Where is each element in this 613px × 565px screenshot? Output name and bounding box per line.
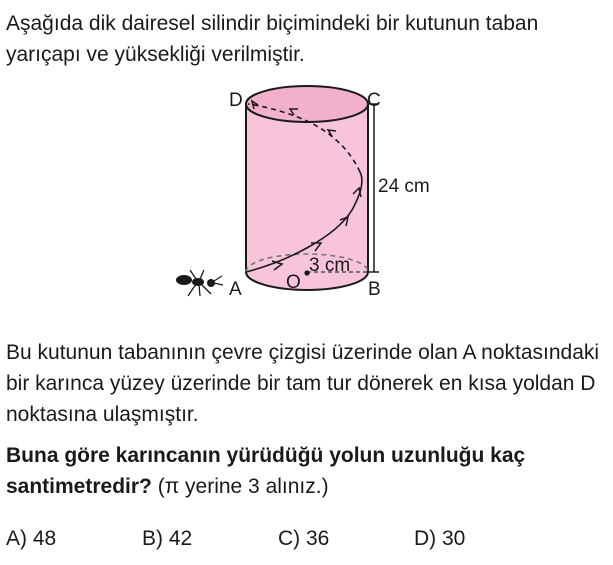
choice-a[interactable]: A) 48 [6,527,57,550]
ant-icon [176,270,223,296]
intro-paragraph: Aşağıda dik dairesel silindir biçimindeki bir kutunun taban yarıçapı ve yüksekliği verilmiştir. [6,12,539,66]
label-top-right: C [367,90,381,111]
cylinder-top [246,86,368,122]
label-center: O [286,272,301,293]
question-paragraph [6,440,606,502]
label-bottom-left: A [229,279,242,300]
label-radius: 3 cm [309,255,351,276]
choice-b[interactable]: B) 42 [142,527,193,550]
label-top-left: D [229,90,243,111]
label-bottom-right: B [368,279,381,300]
question-bold-text: Buna göre karıncanın yürüdüğü yolun uzunluğu kaç santimetredir? [6,444,526,498]
body-paragraph: Bu kutunun tabanının çevre çizgisi üzerinde olan A noktasındaki bir karınca yüzey üzerinde bir tam tur dönerek en kısa yoldan D noktasına ulaşmıştır. [6,341,600,426]
choice-c[interactable]: C) 36 [278,527,330,550]
question-note-text: (π yerine 3 alınız.) [151,475,329,498]
label-height: 24 cm [378,176,430,197]
choice-d[interactable]: D) 30 [414,527,466,550]
